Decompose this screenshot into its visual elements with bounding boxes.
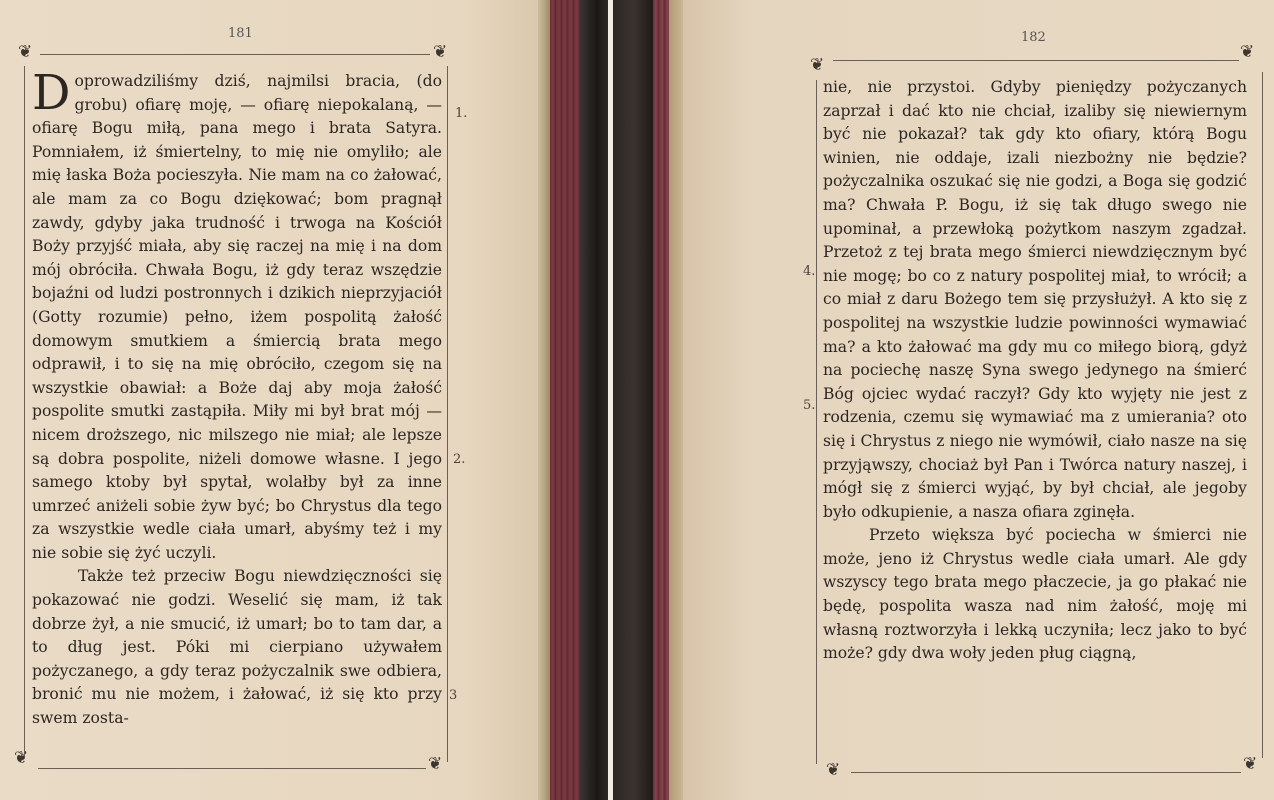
margin-number: 2. bbox=[453, 452, 466, 467]
corner-ornament-icon: ❦ bbox=[428, 754, 443, 774]
corner-ornament-icon: ❦ bbox=[826, 760, 841, 780]
corner-ornament-icon: ❦ bbox=[433, 42, 448, 62]
right-frame-line bbox=[447, 66, 448, 762]
page-edge bbox=[653, 0, 669, 800]
book-spine bbox=[580, 0, 608, 800]
left-page bbox=[0, 0, 548, 800]
bottom-rule bbox=[851, 772, 1241, 773]
page-number: 182 bbox=[1021, 30, 1046, 45]
bottom-rule bbox=[38, 768, 426, 769]
text-block bbox=[32, 65, 442, 731]
corner-ornament-icon: ❦ bbox=[1240, 42, 1255, 62]
text-block bbox=[823, 76, 1247, 666]
right-page bbox=[683, 0, 1274, 800]
corner-ornament-icon: ❦ bbox=[810, 55, 825, 75]
drop-cap: D bbox=[32, 65, 71, 121]
page-edge bbox=[550, 0, 580, 800]
corner-ornament-icon: ❦ bbox=[1243, 754, 1258, 774]
top-rule bbox=[833, 60, 1239, 61]
paragraph: Także też przeciw Bogu niewdzięczności się pokazować nie godzi. Weselić się mam, iż tak dobrze żył, a nie smucić, iż umarł; bo to tam dar, a to dług jest. Póki mi cierpiano używałem pożyczanego, a gdy teraz pożyczalnik swe odbiera, bronić mu nie możem, i żałować, iż się kto przy swem zosta- bbox=[32, 567, 442, 728]
page-edge bbox=[538, 0, 550, 800]
page-edge bbox=[669, 0, 683, 800]
corner-ornament-icon: ❦ bbox=[18, 42, 33, 62]
margin-number: 1. bbox=[455, 106, 468, 121]
paragraph: Przeto większa być pociecha w śmierci nie może, jeno iż Chrystus wedle ciała umarł. Ale gdy wszyscy tego brata mego płaczecie, ja go płakać nie będę, pospolita wasza nad nim żałość, moję mi własną roztworzyła i lekką uczyniła; lecz jako to być może? gdy dwa woły jeden pług ciągną, bbox=[823, 526, 1247, 663]
paragraph: nie, nie przystoi. Gdyby pieniędzy pożyczanych zaprzał i dać kto nie chciał, izaliby się niewiernym być nie pokazał? tak gdy kto ofiary, którą Bogu winien, nie oddaje, izali niezbożny nie będzie? pożyczalnika oszukać się nie godzi, a Boga się godzić ma? Chwała P. Bogu, iż się tak długo swego nie upominał, a przewłoką pożytkom naszym zgadzał. Przetoż z tej brata mego śmierci niewdzięcznym być nie mogę; bo co z natury pospolitej miał, to wrócił; a co miał z daru Bożego tem się przysłużył. A kto się z pospolitej na wszystkie ludzie powinności wymawiać ma? a kto żałować ma gdy mu co miłego biorą, gdyż na pociechę naszę Syna swego jedynego na śmierć Bóg ojciec wydać raczył? Gdy kto wyjęty nie jest z rodzenia, czemu się wymawiać ma z umierania? oto się i Chrystus z niego nie wymówił, ciało nasze na się przyjąwszy, chociaż był Pan i Twórca natury naszej, i mógł się z śmierci wyjąć, by był chciał, ale jegoby było odkupienie, a nasza ofiara zginęła. bbox=[823, 78, 1247, 521]
page-number: 181 bbox=[228, 26, 253, 41]
paragraph: oprowadziliśmy dziś, najmilsi bracia, (do grobu) ofiarę moję, — ofiarę niepokalaną, — ofiarę Bogu miłą, pana mego i brata Satyra. Pomniałem, iż śmiertelny, to mię nie omyliło; ale mię łaska Boża pocieszyła. Nie mam na co żałować, ale mam za co Bogu dziękować; bom pragnął zawdy, gdyby jaka trudność i trwoga na Kościół Boży przyjść miała, aby się raczej na mię i na dom mój obróciła. Chwała Bogu, iż gdy teraz wszędzie bojaźni od ludzi postronnych i dzikich nieprzyjaciół (Gotty rozumie) pełno, iżem pospolitą żałość domowym smutkiem a śmiercią brata mego odprawił, i to się na mię obróciło, czegom się na wszystkie obawiał: a Boże daj aby moja żałość pospolite smutki zastąpiła. Miły mi był brat mój — nicem droższego, nic milszego nie miał; ale lepsze są dobra pospolite, niżeli domowe własne. I jego samego ktoby był spytał, wolałby był za inne umrzeć aniżeli sobie żyw być; bo Chrystus dla tego za wszystkie wedle ciała umarł, abyśmy też i my nie sobie się żyć uczyli. bbox=[32, 72, 442, 562]
book-spine bbox=[613, 0, 653, 800]
left-frame-line bbox=[24, 66, 25, 756]
margin-number: 5. bbox=[803, 398, 816, 413]
margin-number: 4. bbox=[803, 264, 816, 279]
left-frame-line bbox=[816, 80, 817, 764]
right-frame-line bbox=[1262, 72, 1263, 758]
corner-ornament-icon: ❦ bbox=[14, 748, 29, 768]
top-rule bbox=[40, 54, 430, 55]
margin-number: 3 bbox=[449, 688, 458, 703]
